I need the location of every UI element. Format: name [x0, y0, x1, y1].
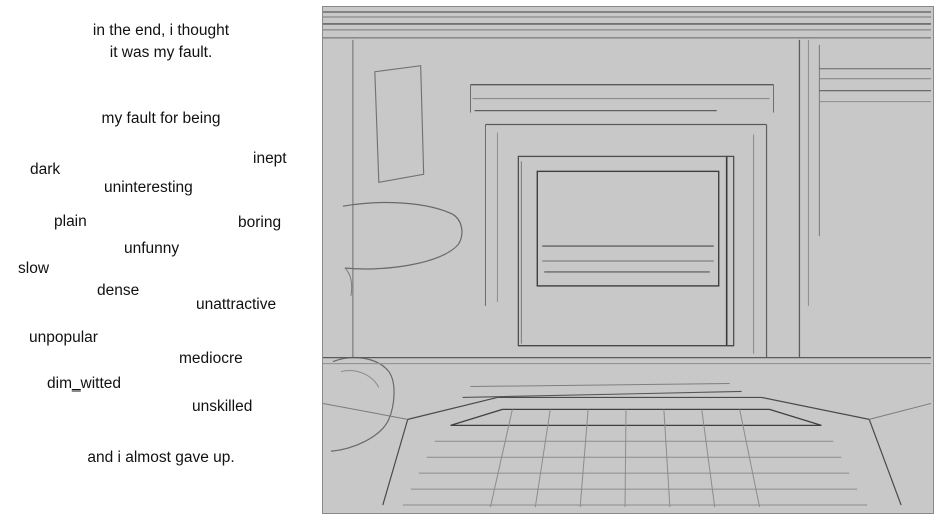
poem-word-slow: slow: [18, 260, 50, 277]
poem-word-unattractive: unattractive: [196, 296, 277, 313]
poem-word-uninteresting: uninteresting: [104, 179, 193, 196]
poem-word-dark: dark: [30, 161, 61, 178]
poem-word-unfunny: unfunny: [124, 240, 180, 257]
poem-word-mediocre: mediocre: [179, 350, 243, 367]
room-sketch-lines: [323, 7, 933, 513]
poem-word-dim-witted: dim‗witted: [47, 375, 122, 392]
poem-text-panel: [0, 0, 322, 520]
poem-word-unskilled: unskilled: [192, 398, 253, 415]
poem-second-line: my fault for being: [101, 110, 221, 127]
poem-word-unpopular: unpopular: [29, 329, 98, 346]
poem-word-plain: plain: [54, 213, 87, 230]
poem-word-inept: inept: [253, 150, 287, 167]
sketch-image-panel: [322, 6, 934, 514]
poem-word-dense: dense: [97, 282, 140, 299]
poem-closing-line: and i almost gave up.: [87, 449, 235, 466]
poem-opening-line-1: in the end, i thought: [92, 22, 230, 39]
poem-opening-line-2: it was my fault.: [109, 44, 213, 61]
poem-word-boring: boring: [238, 214, 282, 231]
